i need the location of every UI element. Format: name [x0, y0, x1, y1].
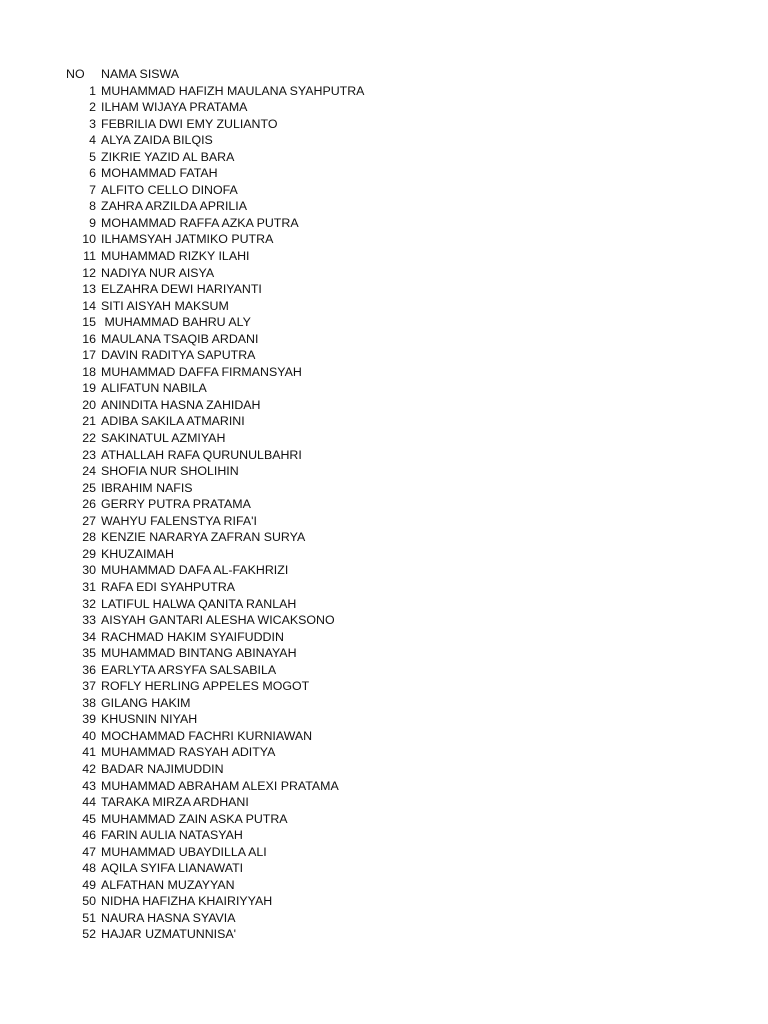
- table-row: [0, 215, 768, 232]
- row-number: 2: [89, 100, 96, 115]
- row-number: 27: [82, 513, 96, 528]
- row-number: 40: [82, 728, 96, 743]
- student-name: ALFITO CELLO DINOFA: [101, 182, 238, 197]
- table-row: [0, 612, 768, 629]
- student-name: GILANG HAKIM: [101, 695, 191, 710]
- table-row: [0, 811, 768, 828]
- table-row: [0, 281, 768, 298]
- student-name: NADIYA NUR AISYA: [101, 265, 215, 280]
- row-number: 16: [82, 331, 96, 346]
- table-row: [0, 413, 768, 430]
- student-name: KENZIE NARARYA ZAFRAN SURYA: [101, 530, 306, 545]
- student-name: SAKINATUL AZMIYAH: [101, 431, 226, 446]
- student-name: ALYA ZAIDA BILQIS: [101, 133, 213, 148]
- row-number: 50: [82, 894, 96, 909]
- row-number: 21: [82, 414, 96, 429]
- row-number: 33: [82, 613, 96, 628]
- student-name: MUHAMMAD ABRAHAM ALEXI PRATAMA: [101, 778, 339, 793]
- student-name: MUHAMMAD DAFA AL-FAKHRIZI: [101, 563, 289, 578]
- table-row: [0, 149, 768, 166]
- row-number: 9: [89, 215, 96, 230]
- student-name: MUHAMMAD BINTANG ABINAYAH: [101, 646, 297, 661]
- table-row: [0, 430, 768, 447]
- row-number: 7: [89, 182, 96, 197]
- row-number: 14: [82, 298, 96, 313]
- student-list: [0, 66, 768, 943]
- table-row: [0, 198, 768, 215]
- row-number: 28: [82, 530, 96, 545]
- student-name: ALFATHAN MUZAYYAN: [101, 877, 235, 892]
- table-row: [0, 447, 768, 464]
- row-number: 51: [82, 910, 96, 925]
- table-row: [0, 728, 768, 745]
- student-name: KHUZAIMAH: [101, 546, 174, 561]
- student-name: NIDHA HAFIZHA KHAIRIYYAH: [101, 894, 273, 909]
- header-no: NO: [66, 67, 85, 81]
- row-number: 24: [82, 464, 96, 479]
- student-name: MAULANA TSAQIB ARDANI: [101, 331, 259, 346]
- student-name: ELZAHRA DEWI HARIYANTI: [101, 282, 262, 297]
- student-name: ANINDITA HASNA ZAHIDAH: [101, 397, 261, 412]
- row-number: 49: [82, 877, 96, 892]
- student-name: MOHAMMAD FATAH: [101, 166, 218, 181]
- table-header: [0, 66, 768, 83]
- table-row: [0, 397, 768, 414]
- student-name: MUHAMMAD ZAIN ASKA PUTRA: [101, 811, 288, 826]
- table-row: [0, 314, 768, 331]
- table-row: [0, 860, 768, 877]
- row-number: 20: [82, 397, 96, 412]
- student-name: SHOFIA NUR SHOLIHIN: [101, 464, 239, 479]
- student-name: SITI AISYAH MAKSUM: [101, 298, 229, 313]
- table-row: [0, 331, 768, 348]
- row-number: 12: [82, 265, 96, 280]
- student-name: RAFA EDI SYAHPUTRA: [101, 579, 236, 594]
- table-row: [0, 513, 768, 530]
- row-number: 5: [89, 149, 96, 164]
- row-number: 39: [82, 712, 96, 727]
- table-row: [0, 778, 768, 795]
- row-number: 46: [82, 828, 96, 843]
- table-row: [0, 761, 768, 778]
- student-name: ADIBA SAKILA ATMARINI: [101, 414, 245, 429]
- student-name: LATIFUL HALWA QANITA RANLAH: [101, 596, 297, 611]
- row-number: 23: [82, 447, 96, 462]
- student-name: ILHAMSYAH JATMIKO PUTRA: [101, 232, 274, 247]
- row-number: 36: [82, 662, 96, 677]
- table-row: [0, 529, 768, 546]
- table-row: [0, 827, 768, 844]
- row-number: 35: [82, 646, 96, 661]
- table-row: [0, 877, 768, 894]
- student-name: MOCHAMMAD FACHRI KURNIAWAN: [101, 728, 313, 743]
- row-number: 22: [82, 431, 96, 446]
- row-number: 41: [82, 745, 96, 760]
- student-name: ZIKRIE YAZID AL BARA: [101, 149, 235, 164]
- table-row: [0, 99, 768, 116]
- table-row: [0, 347, 768, 364]
- row-number: 3: [89, 116, 96, 131]
- student-name: WAHYU FALENSTYA RIFA'I: [101, 513, 257, 528]
- header-name: NAMA SISWA: [101, 67, 180, 81]
- student-name: GERRY PUTRA PRATAMA: [101, 497, 251, 512]
- row-number: 52: [82, 927, 96, 942]
- table-row: [0, 662, 768, 679]
- row-number: 37: [82, 679, 96, 694]
- student-name: MOHAMMAD RAFFA AZKA PUTRA: [101, 215, 299, 230]
- table-row: [0, 298, 768, 315]
- table-row: [0, 265, 768, 282]
- table-row: [0, 546, 768, 563]
- student-name: FARIN AULIA NATASYAH: [101, 828, 243, 843]
- row-number: 38: [82, 695, 96, 710]
- row-number: 42: [82, 761, 96, 776]
- row-number: 26: [82, 497, 96, 512]
- student-name: ATHALLAH RAFA QURUNULBAHRI: [101, 447, 302, 462]
- row-number: 25: [82, 480, 96, 495]
- student-name: MUHAMMAD HAFIZH MAULANA SYAHPUTRA: [101, 83, 365, 98]
- student-name: ALIFATUN NABILA: [101, 381, 207, 396]
- row-number: 32: [82, 596, 96, 611]
- table-row: [0, 248, 768, 265]
- row-number: 10: [82, 232, 96, 247]
- row-number: 11: [83, 249, 96, 264]
- table-row: [0, 596, 768, 613]
- row-number: 15: [82, 315, 96, 330]
- table-row: [0, 83, 768, 100]
- table-row: [0, 480, 768, 497]
- student-name: ILHAM WIJAYA PRATAMA: [101, 100, 248, 115]
- table-row: [0, 844, 768, 861]
- table-row: [0, 364, 768, 381]
- student-name: NAURA HASNA SYAVIA: [101, 910, 236, 925]
- table-row: [0, 116, 768, 133]
- student-name: AQILA SYIFA LIANAWATI: [101, 861, 244, 876]
- table-row: [0, 711, 768, 728]
- row-number: 1: [89, 83, 96, 98]
- table-row: [0, 629, 768, 646]
- table-row: [0, 893, 768, 910]
- row-number: 19: [82, 381, 96, 396]
- table-row: [0, 463, 768, 480]
- student-name: ZAHRA ARZILDA APRILIA: [101, 199, 247, 214]
- row-number: 13: [82, 282, 96, 297]
- student-name: MUHAMMAD DAFFA FIRMANSYAH: [101, 364, 302, 379]
- row-number: 47: [82, 844, 96, 859]
- row-number: 29: [82, 546, 96, 561]
- table-row: [0, 380, 768, 397]
- student-name: MUHAMMAD RIZKY ILAHI: [101, 249, 250, 264]
- table-row: [0, 926, 768, 943]
- table-row: [0, 794, 768, 811]
- row-number: 43: [82, 778, 96, 793]
- table-row: [0, 132, 768, 149]
- table-body: [0, 83, 768, 943]
- row-number: 34: [82, 629, 96, 644]
- student-name: MUHAMMAD RASYAH ADITYA: [101, 745, 276, 760]
- student-name: IBRAHIM NAFIS: [101, 480, 193, 495]
- table-row: [0, 496, 768, 513]
- table-row: [0, 231, 768, 248]
- student-name: MUHAMMAD UBAYDILLA ALI: [101, 844, 267, 859]
- table-row: [0, 562, 768, 579]
- student-name: AISYAH GANTARI ALESHA WICAKSONO: [101, 613, 335, 628]
- row-number: 18: [82, 364, 96, 379]
- row-number: 8: [89, 199, 96, 214]
- table-row: [0, 579, 768, 596]
- student-name: TARAKA MIRZA ARDHANI: [101, 795, 249, 810]
- row-number: 31: [82, 579, 96, 594]
- table-row: [0, 182, 768, 199]
- row-number: 48: [82, 861, 96, 876]
- student-name: BADAR NAJIMUDDIN: [101, 761, 224, 776]
- student-name: FEBRILIA DWI EMY ZULIANTO: [101, 116, 278, 131]
- student-name: HAJAR UZMATUNNISA': [101, 927, 236, 942]
- student-name: KHUSNIN NIYAH: [101, 712, 198, 727]
- table-row: [0, 678, 768, 695]
- row-number: 45: [82, 811, 96, 826]
- student-name: MUHAMMAD BAHRU ALY: [101, 315, 251, 330]
- table-row: [0, 744, 768, 761]
- row-number: 44: [82, 795, 96, 810]
- row-number: 17: [82, 348, 96, 363]
- table-row: [0, 695, 768, 712]
- row-number: 30: [82, 563, 96, 578]
- student-name: DAVIN RADITYA SAPUTRA: [101, 348, 256, 363]
- student-name: EARLYTA ARSYFA SALSABILA: [101, 662, 277, 677]
- table-row: [0, 165, 768, 182]
- table-row: [0, 645, 768, 662]
- student-name: ROFLY HERLING APPELES MOGOT: [101, 679, 310, 694]
- table-row: [0, 910, 768, 927]
- row-number: 6: [89, 166, 96, 181]
- student-name: RACHMAD HAKIM SYAIFUDDIN: [101, 629, 284, 644]
- row-number: 4: [89, 133, 96, 148]
